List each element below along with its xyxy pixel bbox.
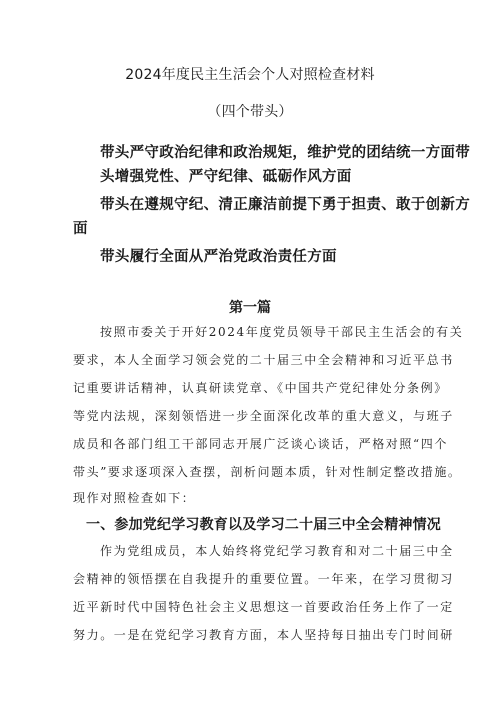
paragraph2-line-4: 努力。一是在党纪学习教育方面，本人坚持每日抽出专门时间研	[73, 628, 454, 642]
paragraph1-line-1: 按照市委关于开好2024年度党员领导干部民主生活会的有关	[100, 325, 464, 339]
headline-line-2: 头增强党性、严守纪律、砥砺作风方面	[100, 169, 352, 185]
headline-line-5: 带头履行全面从严治党政治责任方面	[100, 249, 337, 265]
paragraph1-line-5: 成员和各部门组工干部同志开展广泛谈心谈话，严格对照“四个	[73, 437, 448, 451]
paragraph1-line-2: 要求，本人全面学习领会党的二十届三中全会精神和习近平总书	[73, 353, 454, 367]
paragraph2-line-1: 作为党组成员，本人始终将党纪学习教育和对二十届三中全	[100, 544, 454, 558]
paragraph2-line-2: 会精神的领悟摆在自我提升的重要位置。一年来，在学习贯彻习	[73, 572, 454, 586]
paragraph1-line-4: 等党内法规，深刻领悟进一步全面深化改革的重大意义，与班子	[73, 409, 454, 423]
headline-line-4: 面	[73, 221, 88, 237]
paragraph1-line-7: 现作对照检查如下：	[73, 491, 196, 505]
paragraph1-line-3: 记重要讲话精神，认真研读党章、《中国共产党纪律处分条例》	[73, 381, 448, 395]
heading-1: 一、参加党纪学习教育以及学习二十届三中全会精神情况	[86, 517, 441, 533]
headline-line-1: 带头严守政治纪律和政治规矩，维护党的团结统一方面带	[100, 145, 470, 161]
document-title: 2024年度民主生活会个人对照检查材料	[125, 67, 375, 83]
document-subtitle: （四个带头）	[207, 104, 293, 120]
paragraph1-line-6: 带头”要求逐项深入查摆，剖析问题本质，针对性制定整改措施。	[73, 465, 462, 479]
section-title: 第一篇	[229, 300, 271, 316]
headline-line-3: 带头在遵规守纪、清正廉洁前提下勇于担责、敢于创新方	[100, 197, 470, 213]
paragraph2-line-3: 近平新时代中国特色社会主义思想这一首要政治任务上作了一定	[73, 600, 454, 614]
